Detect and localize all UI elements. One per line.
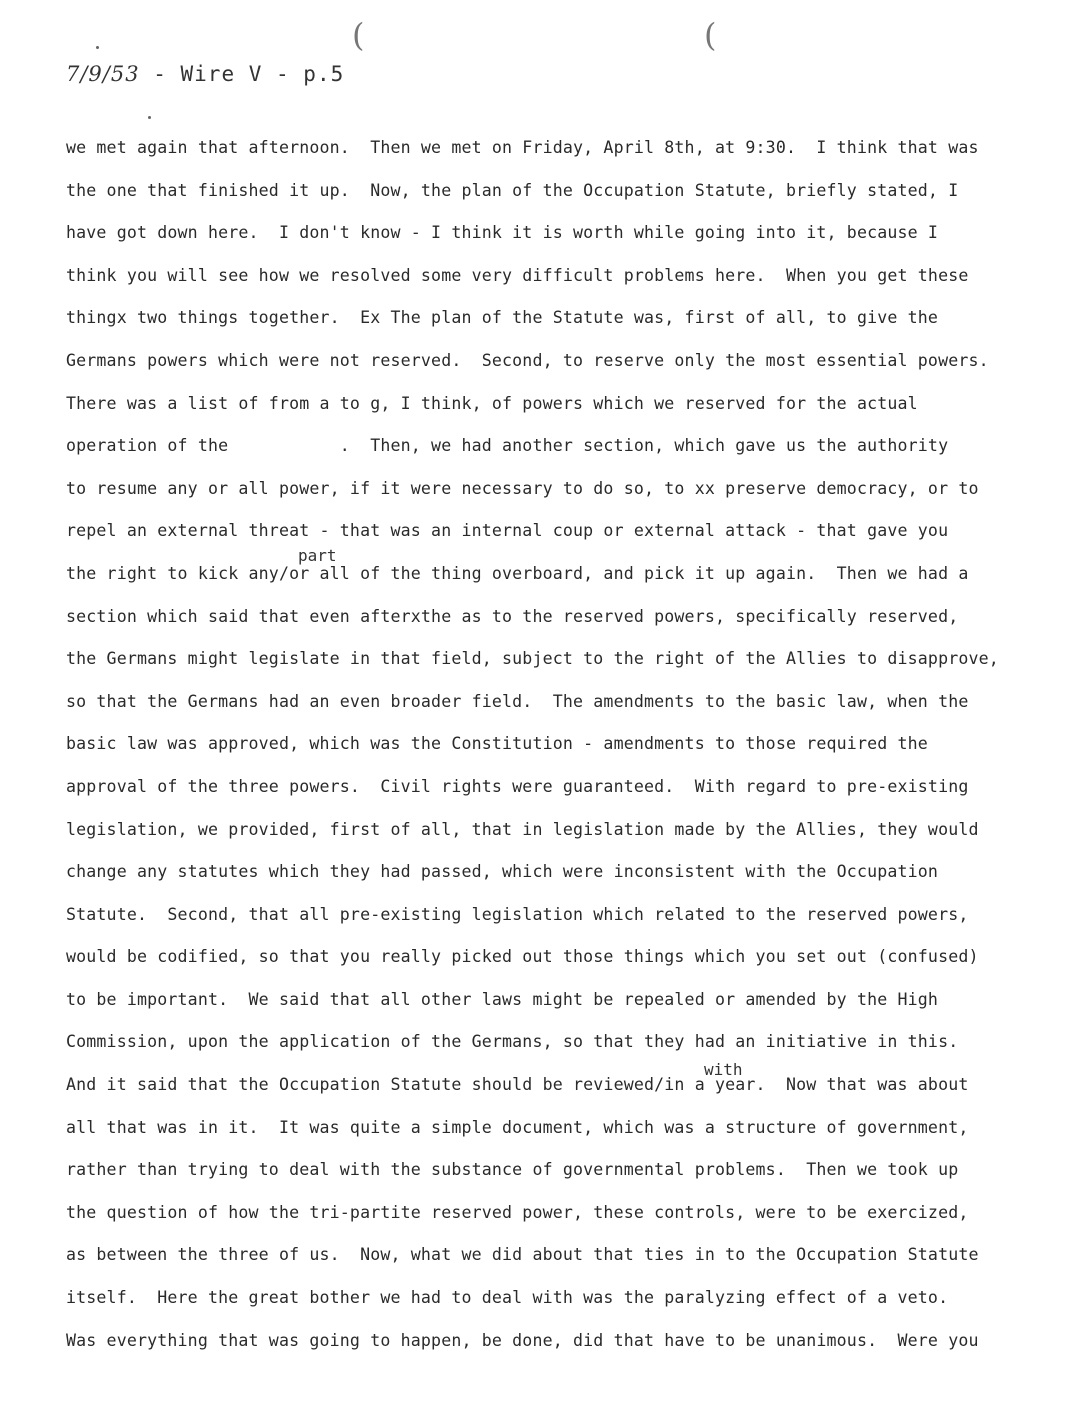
text-line: Commission, upon the application of the Germans, so that they had an initiative in this.	[66, 1032, 959, 1052]
text-line: the Germans might legislate in that field, subject to the right of the Allies to disapprove,	[66, 649, 999, 669]
text-line: we met again that afternoon. Then we met on Friday, April 8th, at 9:30. I think that was	[66, 138, 979, 157]
speck-mark	[148, 116, 151, 119]
text-line: section which said that even afterxthe as to the reserved powers, specifically reserved,	[66, 606, 959, 626]
text-line: the one that finished it up. Now, the plan of the Occupation Statute, briefly stated, I	[66, 180, 959, 200]
paren-mark-left: (	[352, 16, 365, 54]
text-line: to be important. We said that all other laws might be repealed or amended by the High	[66, 989, 939, 1009]
text-line: all that was in it. It was quite a simple document, which was a structure of government,	[66, 1117, 969, 1137]
text-line: repel an external threat - that was an internal coup or external attack - that gave you	[66, 521, 949, 541]
text-line: Was everything that was going to happen, be done, did that have to be unanimous. Were you	[66, 1330, 979, 1350]
paren-mark-right: (	[704, 16, 717, 54]
text-line: Statute. Second, that all pre-existing legislation which related to the reserved powers,	[66, 904, 969, 924]
insertion-part: part	[298, 546, 337, 565]
page-header	[66, 62, 344, 86]
text-line: And it said that the Occupation Statute should be reviewed/in a year. Now that was about	[66, 1075, 969, 1095]
text-line: as between the three of us. Now, what we did about that ties in to the Occupation Statute	[66, 1245, 979, 1265]
insertion-with: with	[704, 1060, 743, 1079]
text-line: itself. Here the great bother we had to deal with was the paralyzing effect of a veto.	[66, 1288, 949, 1308]
header-rest: - Wire V - p.5	[139, 62, 345, 86]
text-line: thingx two things together. Ex The plan of the Statute was, first of all, to give the	[66, 308, 939, 328]
document-body	[66, 127, 1076, 1362]
speck-mark	[96, 46, 99, 49]
text-line: change any statutes which they had passed, which were inconsistent with the Occupation	[66, 862, 939, 882]
text-line: operation of the . Then, we had another section, which gave us the authority	[66, 436, 949, 456]
text-line: would be codified, so that you really picked out those things which you set out (confused)	[66, 947, 979, 967]
text-line: rather than trying to deal with the substance of governmental problems. Then we took up	[66, 1160, 959, 1180]
text-line: basic law was approved, which was the Constitution - amendments to those required the	[66, 734, 928, 754]
header-date: 7/9/53	[66, 62, 140, 86]
text-line: approval of the three powers. Civil rights were guaranteed. With regard to pre-existing	[66, 776, 969, 796]
text-line: to resume any or all power, if it were necessary to do so, to xx preserve democracy, or to	[66, 478, 979, 498]
text-line: legislation, we provided, first of all, that in legislation made by the Allies, they would	[66, 819, 979, 839]
text-line: think you will see how we resolved some very difficult problems here. When you get these	[66, 265, 969, 285]
text-line: the right to kick any/or all of the thing overboard, and pick it up again. Then we had a	[66, 563, 969, 583]
text-line: so that the Germans had an even broader field. The amendments to the basic law, when the	[66, 691, 969, 711]
text-line: Germans powers which were not reserved. Second, to reserve only the most essential powers.	[66, 350, 989, 370]
text-line: have got down here. I don't know - I think it is worth while going into it, because I	[66, 223, 939, 243]
text-line: the question of how the tri-partite reserved power, these controls, were to be exercized,	[66, 1202, 969, 1222]
text-line: There was a list of from a to g, I think, of powers which we reserved for the actual	[66, 393, 918, 413]
